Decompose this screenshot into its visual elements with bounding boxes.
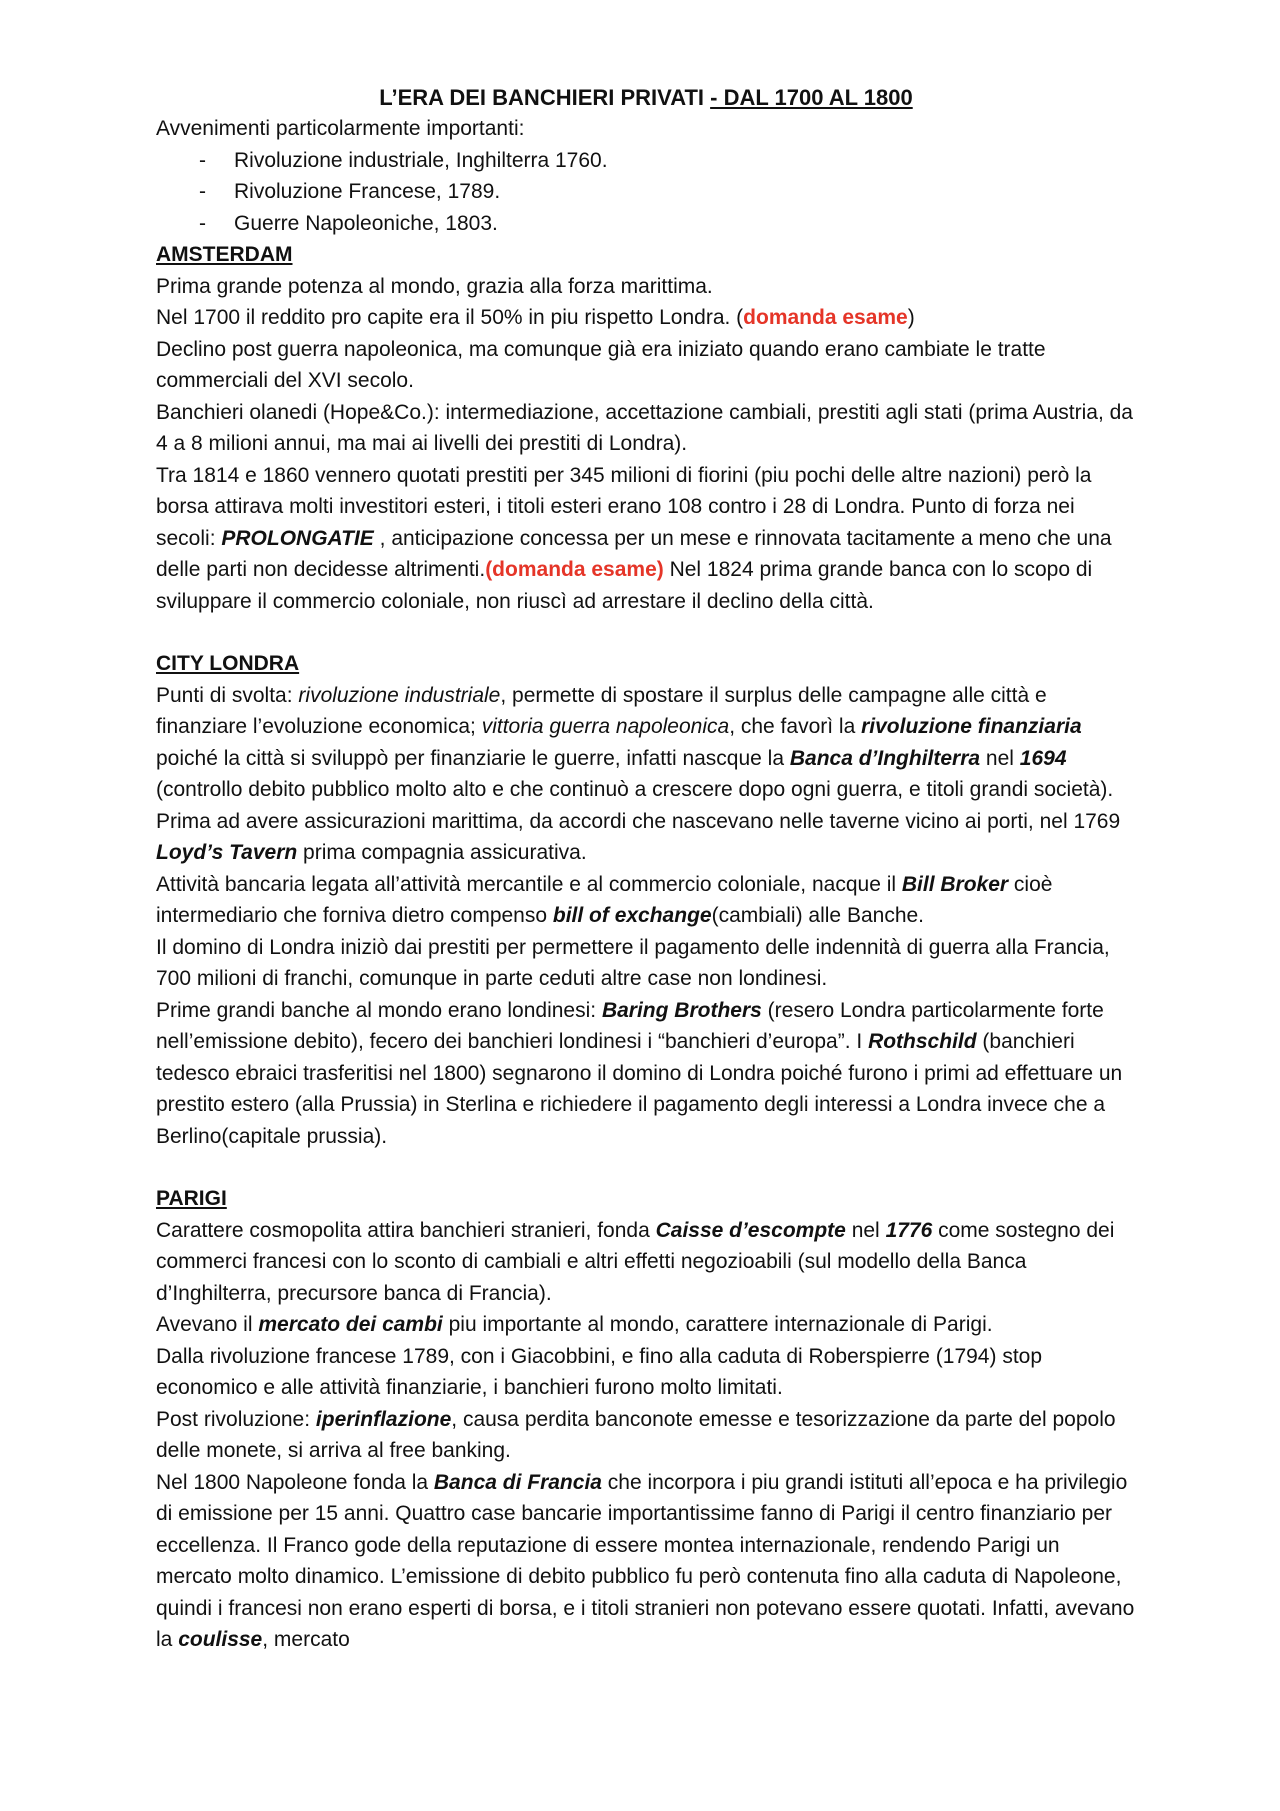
amsterdam-paragraph: Tra 1814 e 1860 vennero quotati prestiti per 345 milioni di fiorini (piu pochi delle altre nazioni) però la borsa attirava molti investitori esteri, i titoli esteri erano 108 contro i 28 di Londra. Punto di forza nei secoli: PROLONGATIE , anticipazione concessa per un mese e rinnovata tacitamente a meno che una delle parti non decidesse altrimenti.(domanda esame) Nel 1824 prima grande banca con lo scopo di sviluppare il commercio coloniale, non riuscì ad arrestare il declino della città. xyxy=(156,463,1112,613)
parigi-paragraph: Carattere cosmopolita attira banchieri stranieri, fonda Caisse d’escompte nel 1776 come sostegno dei commerci francesi con lo sconto di cambiali e altri effetti negozioabili (sul modello della Banca d’Inghilterra, precursore banca di Francia). xyxy=(156,1218,1115,1305)
spacer xyxy=(156,1152,1136,1183)
section-heading-amsterdam: AMSTERDAM xyxy=(156,243,293,266)
exam-note: (domanda esame) xyxy=(485,558,664,581)
amsterdam-paragraph: Nel 1700 il reddito pro capite era il 50% in piu rispetto Londra. (domanda esame) xyxy=(156,306,915,329)
spacer xyxy=(156,617,1136,648)
amsterdam-paragraph: Banchieri olanedi (Hope&Co.): intermediazione, accettazione cambiali, prestiti agli stati (prima Austria, da 4 a 8 milioni annui, ma mai ai livelli dei prestiti di Londra). xyxy=(156,400,1133,455)
londra-paragraph: Prime grandi banche al mondo erano londinesi: Baring Brothers (resero Londra particolarmente forte nell’emissione debito), fecero dei banchieri londinesi i “banchieri d’europa”. I Rothschild (banchieri tedesco ebraici trasferitisi nel 1800) segnarono il domino di Londra poiché furono i primi ad effettuare un prestito estero (alla Prussia) in Sterlina e richiedere il pagamento degli interessi a Londra invece che a Berlino(capitale prussia). xyxy=(156,998,1123,1148)
title-subtitle: - DAL 1700 AL 1800 xyxy=(710,85,913,110)
londra-paragraph: Prima ad avere assicurazioni marittima, da accordi che nascevano nelle taverne vicino ai porti, nel 1769 Loyd’s Tavern prima compagnia assicurativa. xyxy=(156,809,1121,864)
amsterdam-paragraph: Prima grande potenza al mondo, grazia alla forza marittima. xyxy=(156,274,713,298)
exam-note: domanda esame xyxy=(743,306,908,329)
parigi-paragraph: Avevano il mercato dei cambi piu importante al mondo, carattere internazionale di Parigi. xyxy=(156,1313,993,1336)
page-title xyxy=(156,82,1136,113)
londra-paragraph: Il domino di Londra iniziò dai prestiti per permettere il pagamento delle indennità di guerra alla Francia, 700 milioni di franchi, comunque in parte ceduti altre case non londinesi. xyxy=(156,935,1110,990)
londra-paragraph: Punti di svolta: rivoluzione industriale, permette di spostare il surplus delle campagne alle città e finanziare l’evoluzione economica; vittoria guerra napoleonica, che favorì la rivoluzione finanziaria poiché la città si sviluppò per finanziarie le guerre, infatti nascque la Banca d’Inghilterra nel 1694 (controllo debito pubblico molto alto e che continuò a crescere dopo ogni guerra, e titoli grandi società). xyxy=(156,683,1114,801)
list-item: - Guerre Napoleoniche, 1803. xyxy=(199,211,498,235)
parigi-paragraph: Post rivoluzione: iperinflazione, causa perdita banconote emesse e tesorizzazione da parte del popolo delle monete, si arriva al free banking. xyxy=(156,1407,1116,1462)
term-prolongatie: PROLONGATIE xyxy=(221,526,374,550)
amsterdam-paragraph: Declino post guerra napoleonica, ma comunque già era iniziato quando erano cambiate le tratte commerciali del XVI secolo. xyxy=(156,337,1046,392)
londra-paragraph: Attività bancaria legata all’attività mercantile e al commercio coloniale, nacque il Bill Broker cioè intermediario che forniva dietro compenso bill of exchange(cambiali) alle Banche. xyxy=(156,872,1053,927)
parigi-paragraph: Dalla rivoluzione francese 1789, con i Giacobbini, e fino alla caduta di Roberspierre (1794) stop economico e alle attività finanziarie, i banchieri furono molto limitati. xyxy=(156,1344,1043,1399)
list-item: - Rivoluzione Francese, 1789. xyxy=(199,180,501,203)
parigi-paragraph: Nel 1800 Napoleone fonda la Banca di Francia che incorpora i piu grandi istituti all’epoca e ha privilegio di emissione per 15 anni. Quattro case bancarie importantissime fanno di Parigi il centro finanziario per eccellenza. Il Franco gode della reputazione di essere montea internazionale, rendendo Parigi un mercato molto dinamico. L’emissione di debito pubblico fu però contenuta fino alla caduta di Napoleone, quindi i francesi non erano esperti di borsa, e i titoli stranieri non potevano essere quotati. Infatti, avevano la coulisse, mercato xyxy=(156,1470,1135,1651)
list-item: - Rivoluzione industriale, Inghilterra 1760. xyxy=(199,148,608,172)
intro-lead: Avvenimenti particolarmente importanti: xyxy=(156,117,525,140)
events-list xyxy=(156,145,1136,240)
title-main: L’ERA DEI BANCHIERI PRIVATI xyxy=(379,85,711,110)
section-heading-parigi: PARIGI xyxy=(156,1187,227,1210)
document-page xyxy=(156,82,1136,1656)
section-heading-londra: CITY LONDRA xyxy=(156,652,300,675)
